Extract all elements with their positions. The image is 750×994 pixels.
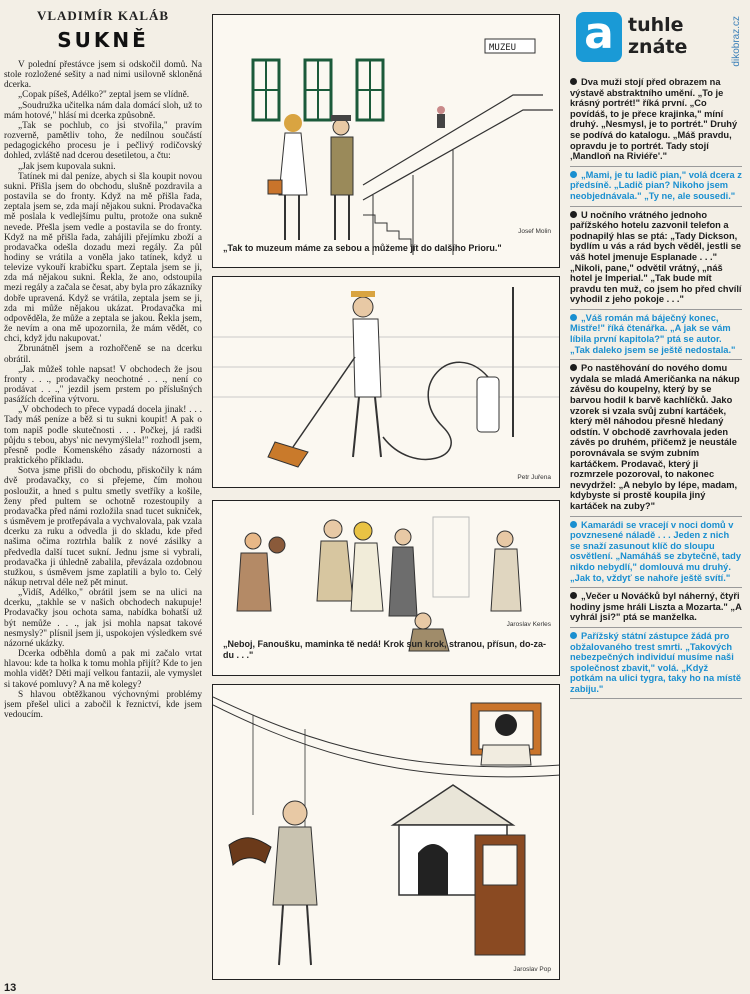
story-paragraph: „Tak se pochlub, co jsi stvořila," pravím rozverně, pamětliv toho, že nedílnou součástí pedagogického procesu je i pečlivý rodičovský dohled, zvláště nad dcerou desetiletou, a čtu: — [4, 120, 202, 162]
joke-text: „Mami, je tu ladič pian," volá dcera z předsíně. „Ladič pian? Nikoho jsem neobjednávala." „Ty ne, ale sousedi." — [570, 169, 742, 201]
story-paragraph: Dcerka odběhla domů a pak mi začalo vrtat hlavou: kde ta holka k tomu mohla přijít? Kde to jen mohla vidět? Děti mají velkou fantazii, ale vymyslet si takové pomluvy? A na mě kolegy? — [4, 649, 202, 690]
story-paragraph: „V obchodech to přece vypadá docela jinak! . . . Tady máš peníze a běž si tu sukni koupit! A pak o tom napiš podle skutečnosti . . . Počkej, já radši půjdu s tebou, abys' nic nevymýšlela!" rozhodl jsem, přesně podle Komenského zásady názornosti a praktického příkladu. — [4, 405, 202, 467]
bullet-icon — [570, 632, 577, 639]
bullet-icon — [570, 364, 577, 371]
joke-list — [570, 74, 742, 699]
kennel-illustration — [213, 685, 560, 980]
joke-text: U nočního vrátného jednoho pařížského hotelu zazvonil telefon a podnapilý hlas se ptá: „Tady Dickson, bydlím u vás a rád bych věděl, jestli se váš hotel jmenuje Esplanade . . ." „Nikoli, pane," odvětil vrátný, „náš hotel je Imperial." „Tak bude mít pravdu ten muž, co jsem ho před chvílí vyhodil z jeho pokoje . . ." — [570, 209, 742, 305]
section-heading-line2: znáte — [628, 36, 688, 58]
bullet-icon — [570, 314, 577, 321]
joke-text: Po nastěhování do nového domu vydala se mladá Američanka na nákup závěsu do koupelny, který by se barvou hodil k barvě kachlíčků. Jako vzorek si vzala svůj zubní kartáček, který měl náhodou přesně hledaný odstín. V obchodě zavrhovala jeden závěs po druhém, přičemž je neustále porovnávala se svým zubním kartáčkem. Prodavač, který ji rozmrzele pozoroval, to nakonec nevydržel: „A nebylo by lépe, madam, kdybyste si prostě koupila jiný kartáček na zuby?" — [570, 363, 740, 511]
story-paragraph: Zbrunátněl jsem a rozhořčeně se na dcerku obrátil. — [4, 344, 202, 365]
story-title: SUKNĚ — [57, 28, 149, 52]
museum-sign-text: MUZEU — [489, 43, 517, 53]
joke-item — [570, 628, 742, 700]
joke-item — [570, 310, 742, 360]
sweeper-illustration — [213, 277, 560, 488]
story-paragraph: „Jak jsem kupovala sukni. — [18, 161, 116, 172]
bullet-icon — [570, 592, 577, 599]
cartoon-credit: Josef Molin — [518, 228, 551, 235]
bullet-icon — [570, 171, 577, 178]
story-paragraph: „Soudružka učitelka nám dala domácí sloh, už to mám hotové," hlásí mi dcerka způsobně. — [4, 100, 202, 121]
story-paragraph: „Jak můžeš tohle napsat! V obchodech že jsou fronty . . ., prodavačky neochotné . . ., není co prodávat . . .," jezdil jsem prstem po příslušných pasážích dceřina výtvoru. — [4, 364, 202, 406]
story-body — [4, 60, 202, 720]
joke-item — [570, 588, 742, 628]
cartoon-credit: Petr Juřena — [517, 474, 551, 481]
joke-text: Dva muži stojí před obrazem na výstavě abstraktního umění. „To je krásný portrét!" říká první. „Co povídáš, to je přece krajinka," míní druhý. „Nesmysl, je to portrét." Druhý se podívá do katalogu. „Máš pravdu, opravdu je to portrét. Tady stojí ‚Mandloň na Riviéře'." — [570, 77, 738, 162]
joke-item — [570, 360, 742, 516]
cartoon-credit: Jaroslav Pop — [513, 966, 551, 973]
watermark: dikobraz.cz — [731, 16, 742, 67]
cartoon-credit: Jaroslav Kerles — [506, 621, 551, 628]
cartoon-dog-kennel — [212, 684, 560, 980]
cartoon-sweeper — [212, 276, 560, 488]
story-paragraph: S hlavou obtěžkanou výchovnými problémy jsem přešel ulici a zabočil k řeznictví, kde jsem vedoucím. — [4, 689, 202, 720]
section-logo: a — [576, 12, 622, 62]
story-author: VLADIMÍR KALÁB — [36, 8, 170, 23]
story-paragraph: Tatínek mi dal peníze, abych si šla koupit novou sukni. Přišla jsem do obchodu, slušně pozdravila a postavila se do fronty. Když na mě přišla řada, zeptala jsem se, zda mají nějakou sukni. Prodavačka mě poslala k vedlejšímu pultu, protože ona sukně nevede. Přešla jsem vedle a postavila se do fronty. Když na mě přišla řada, zahájili přejímku zboží a prodavačka odešla dozadu mezi regály. Za půl hodiny se vrátila a voněla jako tatínek, když u televize vykouří krabičku spart. Zeptala jsem se ji, zda má nějakou sukni. Řekla, že ano, odstoupila mezi regály a začala se česat, aby byla pro zákazníky dobře upravená. Když se vrátila, zeptala jsem se ji, zda mi může nějakou ukázat. Prodavačka mi odpověděla, že může a zeptala se jakou. Řekla jsem, že nevím a ona mě upozornila, že mám vědět, co chci, když jdu nakupovat.' — [4, 171, 202, 345]
joke-item — [570, 74, 742, 167]
jokes-column — [570, 12, 742, 982]
cartoon-caption: „Tak to muzeum máme za sebou a můžeme jít do dalšího Prioru." — [223, 243, 502, 253]
museum-illustration — [213, 15, 560, 268]
bullet-icon — [570, 78, 577, 85]
story-paragraph: V polední přestávce jsem si odskočil domů. Na stole rozložené sešity a nad nimi usilovně skloněná dcerka. — [4, 60, 202, 91]
joke-text: Pařížský státní zástupce žádá pro obžalovaného trest smrti. „Takových nebezpečných individuí musíme naši společnost zbavit," volá. „Když potkám na ulici tygra, taky ho na místě zabiju." — [570, 630, 742, 694]
joke-item — [570, 167, 742, 207]
joke-text: „Váš román má báječný konec, Mistře!" říká čtenářka. „A jak se vám líbila první kapitola?" ptá se autor. „Tak daleko jsem se ještě nedostala." — [570, 312, 736, 355]
story-paragraph: Sotva jsme přišli do obchodu, přiskočily k nám dvě prodavačky, co si přejeme, čím mohou posloužit, a hned s pultu smetly svetříky a košile, ženy před pultem se ochotně rozestoupily a prodavačka před námi rozložila snad tucet sukniček, s úsměvem je protřepávala a vychvalovala, pak vzala dcerku za ruku a odvedla ji do skladu, kde před našima očima roztrhla balík z nové zásilky a předvedla další tucet sukní. Jednu jsme si vybrali, prodavačka ji úhledně zabalila, převázala ozdobnou stužkou, s úsměvem jsme zaplatili a bylo to. Celý nákup netrval déle než pět minut. — [4, 466, 202, 588]
story-paragraph: „Copak píšeš, Adélko?" zeptal jsem se vlídně. — [18, 90, 190, 101]
joke-item — [570, 517, 742, 589]
cartoon-museum — [212, 14, 560, 268]
page-number: 13 — [4, 982, 17, 994]
joke-item — [570, 207, 742, 310]
cartoon-caption: „Neboj, Fanoušku, maminka tě nedá! Krok sun krok, stranou, přísun, do-za-du . . ." — [223, 639, 547, 660]
section-heading-line1: tuhle — [628, 14, 684, 36]
joke-text: „Večer u Nováčků byl náherný, čtyři hodiny jsme hráli Liszta a Mozarta." „A vyhrál jsi?" ptá se manželka. — [570, 591, 742, 623]
bullet-icon — [570, 521, 577, 528]
section-header — [570, 12, 742, 68]
cartoon-dancers — [212, 500, 560, 676]
story-paragraph: „Vidíš, Adélko," obrátil jsem se na ulici na dcerku, „takhle se v našich obchodech nakupuje! Prodavačky jsou ochota sama, nabídka bohatší už být nemůže . . ., jak jsi mohla napsat takové nesmysly?" plísnil jsem ji, uspokojen výsledkem své názorné ukázky. — [4, 588, 202, 649]
joke-text: Kamarádi se vracejí v noci domů v povznesené náladě . . . Jeden z nich se snaží zasunout klíč do sloupu osvětlení. „Namáháš se zbytečně, tady nikdo nebydlí," domlouvá mu druhý. „Jak to, vždyť se nahoře ještě svítí." — [570, 519, 742, 583]
bullet-icon — [570, 211, 577, 218]
story-column — [4, 8, 202, 988]
